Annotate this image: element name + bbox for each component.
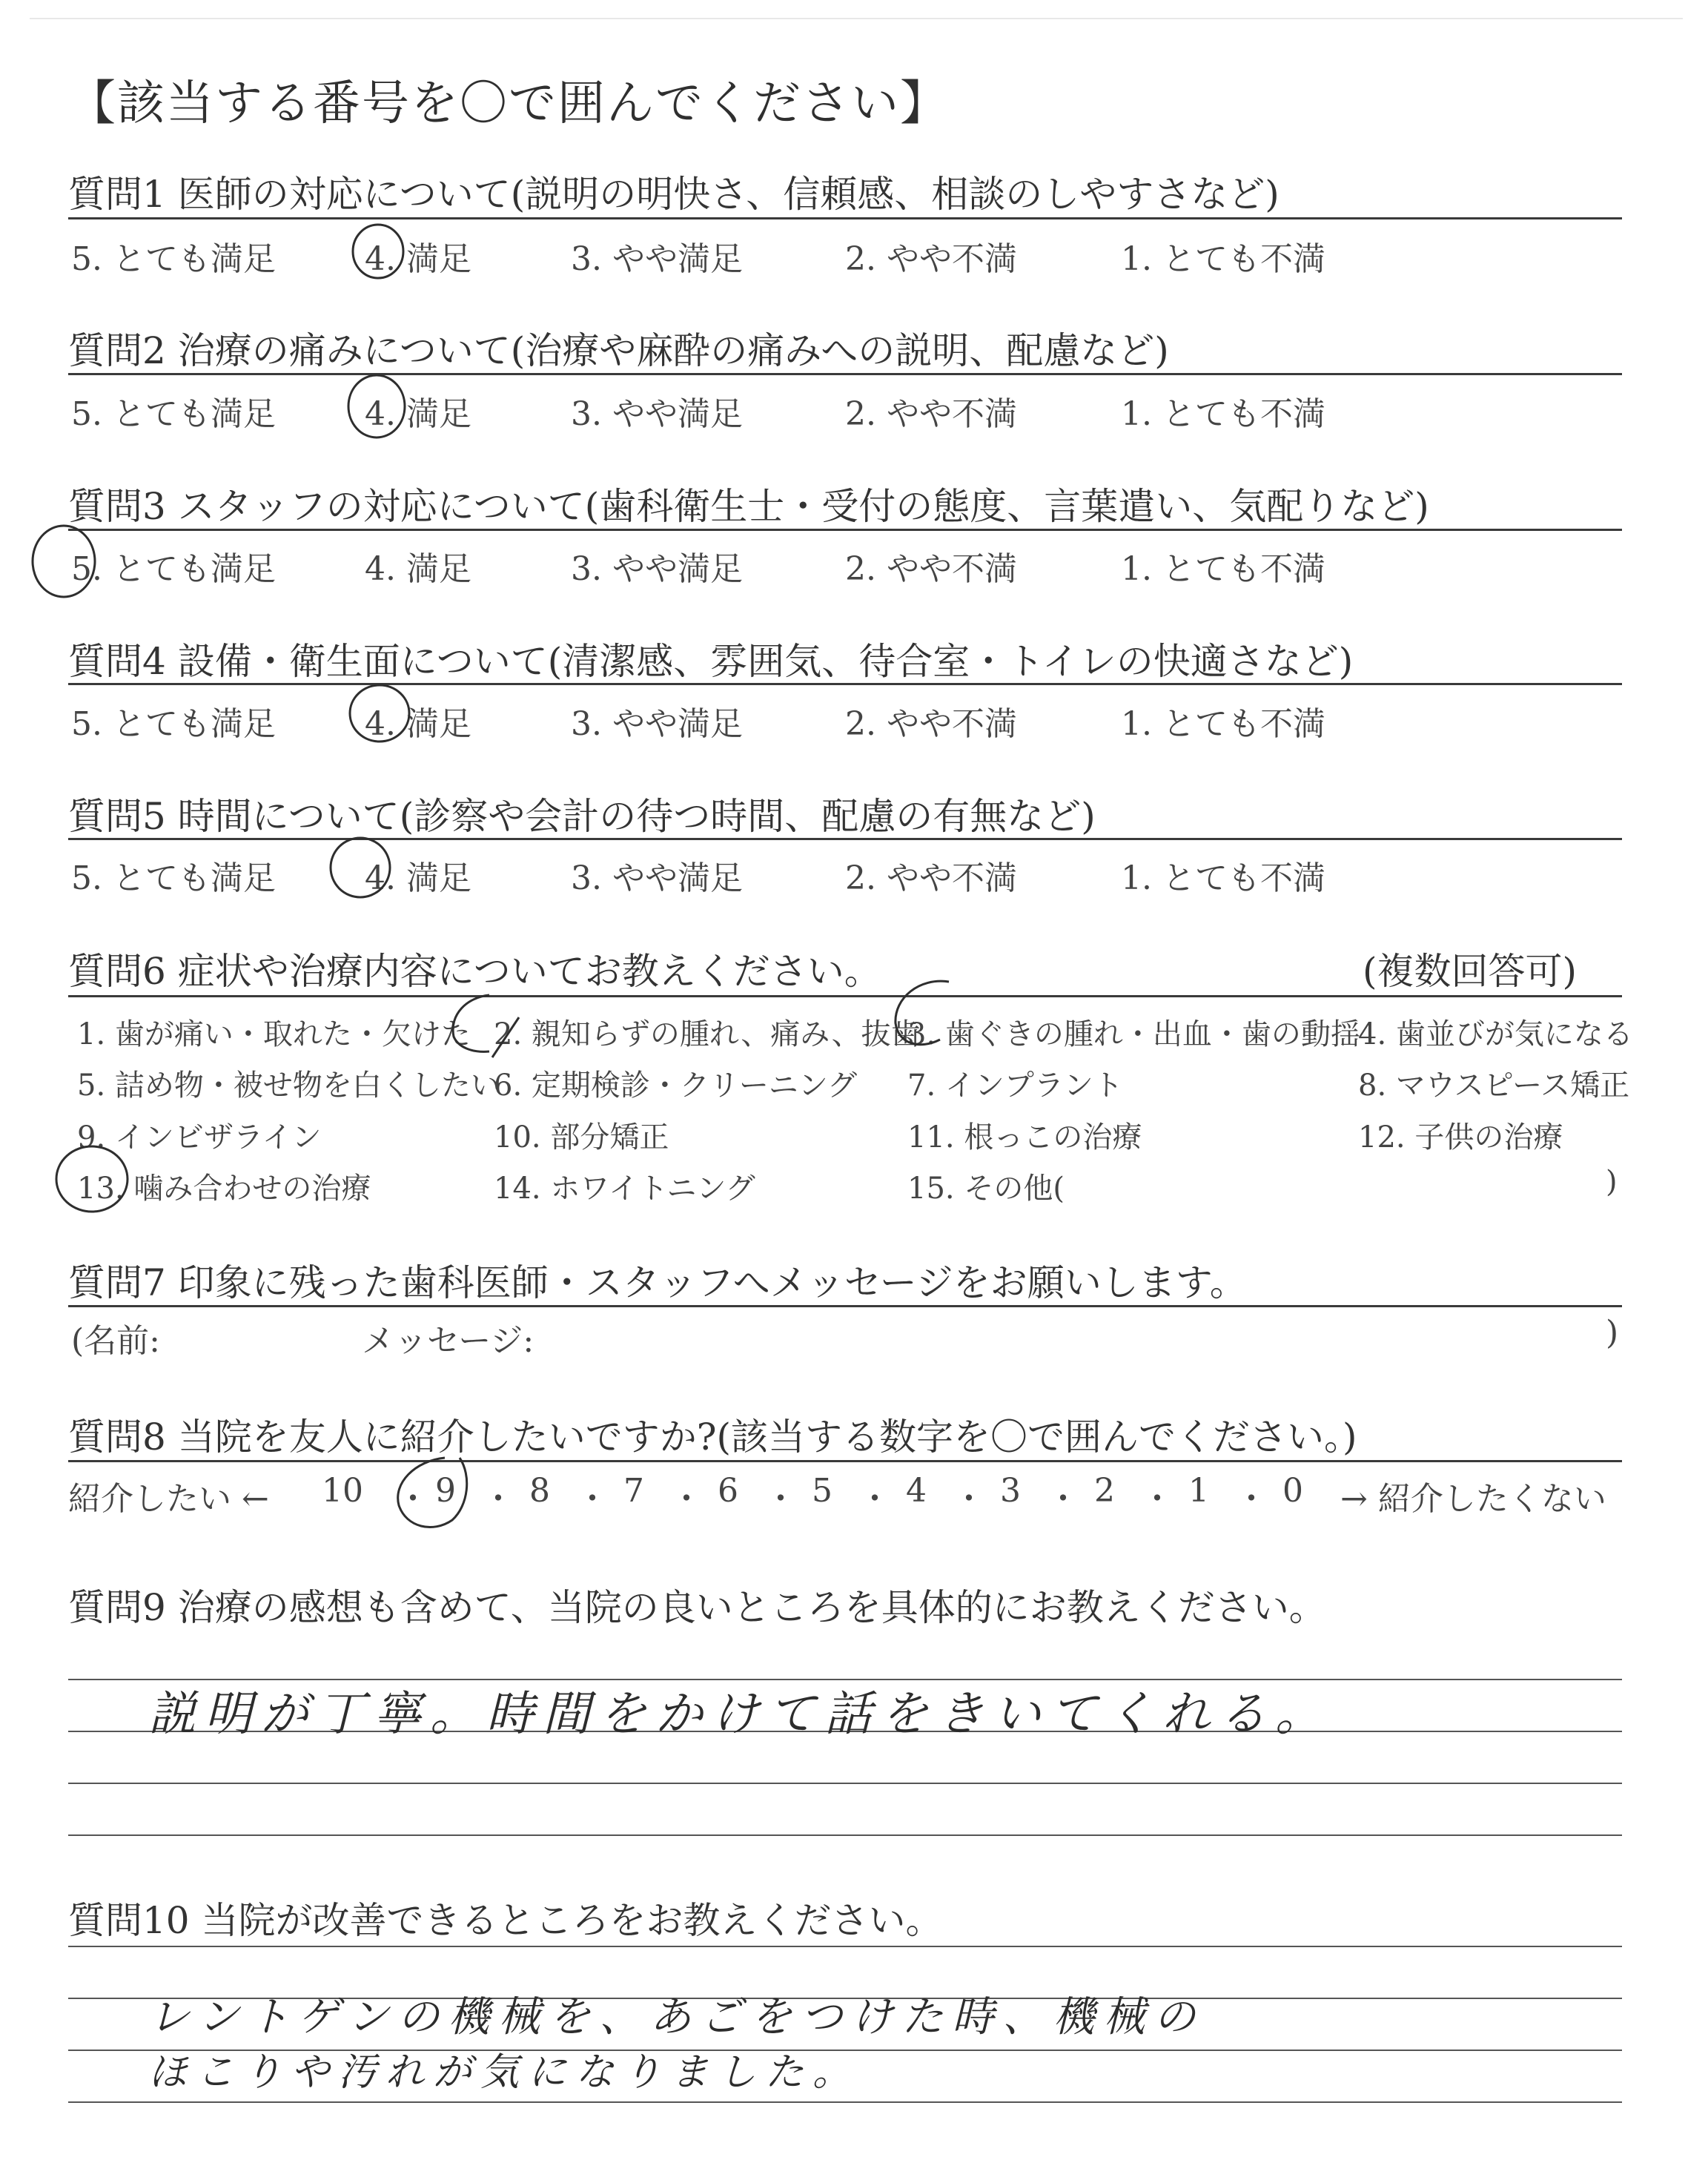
q5-option-5[interactable]: 5. とても満足	[71, 859, 276, 897]
q6-option-5[interactable]: 5. 詰め物・被せ物を白くしたい	[77, 1069, 500, 1103]
q8-left-label: 紹介したい ←	[68, 1480, 269, 1518]
q1-option-5[interactable]: 5. とても満足	[71, 240, 276, 278]
q8-scale-10[interactable]: 10	[322, 1472, 363, 1510]
q3-circle-mark	[33, 526, 95, 597]
q3-label: 質問3 スタッフの対応について(歯科衛生士・受付の態度、言葉遣い、気配りなど)	[68, 485, 1429, 528]
q6-option-15-close: )	[1606, 1165, 1618, 1199]
q3-option-1[interactable]: 1. とても不満	[1121, 550, 1325, 588]
q6-option-13-circle-mark	[56, 1146, 128, 1212]
q5-option-2[interactable]: 2. やや不満	[845, 859, 1017, 897]
q2-label: 質問2 治療の痛みについて(治療や麻酔の痛みへの説明、配慮など)	[68, 329, 1169, 372]
q4-option-3[interactable]: 3. やや満足	[571, 705, 743, 743]
q6-option-11[interactable]: 11. 根っこの治療	[907, 1120, 1142, 1155]
q8-right-label: → 紹介したくない	[1340, 1480, 1606, 1518]
q6-option-14[interactable]: 14. ホワイトニング	[494, 1172, 755, 1206]
q7-message-label: メッセージ:	[362, 1322, 534, 1360]
q3-option-5[interactable]: 5. とても満足	[71, 550, 276, 588]
q4-circle-mark	[350, 685, 409, 742]
q2-option-1[interactable]: 1. とても不満	[1121, 395, 1325, 433]
q9-label: 質問9 治療の感想も含めて、当院の良いところを具体的にお教えください。	[68, 1586, 1326, 1629]
q2-option-5[interactable]: 5. とても満足	[71, 395, 276, 433]
q6-option-13[interactable]: 13. 噛み合わせの治療	[77, 1172, 371, 1206]
q8-scale-6[interactable]: 6	[718, 1472, 738, 1510]
q8-scale-2[interactable]: 2	[1094, 1472, 1115, 1510]
page-title: 【該当する番号を〇で囲んでください】	[68, 76, 949, 131]
q4-label: 質問4 設備・衛生面について(清潔感、雰囲気、待合室・トイレの快適さなど)	[68, 640, 1354, 683]
q7-name-label: (名前:	[71, 1322, 160, 1360]
q1-circle-mark	[353, 225, 403, 278]
q7-label: 質問7 印象に残った歯科医師・スタッフへメッセージをお願いします。	[68, 1261, 1247, 1304]
q10-handwritten-answer-line-1[interactable]: レントゲンの機械を、あごをつけた時、機械の	[148, 1993, 1205, 2041]
q2-option-3[interactable]: 3. やや満足	[571, 395, 743, 433]
q6-option-3-circle-mark	[896, 981, 949, 1045]
q6-option-7[interactable]: 7. インプラント	[907, 1069, 1123, 1103]
q8-label: 質問8 当院を友人に紹介したいですか?(該当する数字を〇で囲んでください。)	[68, 1416, 1357, 1459]
q6-option-1[interactable]: 1. 歯が痛い・取れた・欠けた	[77, 1017, 471, 1051]
q3-option-3[interactable]: 3. やや満足	[571, 550, 743, 588]
q8-scale-0[interactable]: 0	[1282, 1472, 1303, 1510]
q7-close-paren: )	[1606, 1314, 1619, 1352]
q6-option-2[interactable]: 2. 親知らずの腫れ、痛み、抜歯	[494, 1017, 921, 1051]
q8-scale-1[interactable]: 1	[1188, 1472, 1209, 1510]
q8-scale-4[interactable]: 4	[906, 1472, 927, 1510]
q1-option-3[interactable]: 3. やや満足	[571, 240, 743, 278]
q5-option-1[interactable]: 1. とても不満	[1121, 859, 1325, 897]
q10-handwritten-answer-line-2[interactable]: ほこりや汚れが気になりました。	[148, 2050, 861, 2095]
q3-option-2[interactable]: 2. やや不満	[845, 550, 1017, 588]
q6-option-9[interactable]: 9. インビザライン	[77, 1120, 322, 1155]
q5-option-3[interactable]: 3. やや満足	[571, 859, 743, 897]
q6-option-10[interactable]: 10. 部分矯正	[494, 1120, 669, 1155]
q3-option-4[interactable]: 4. 満足	[365, 550, 471, 588]
q1-option-4[interactable]: 4. 満足	[365, 240, 471, 278]
q2-option-2[interactable]: 2. やや不満	[845, 395, 1017, 433]
q4-option-4[interactable]: 4. 満足	[365, 705, 471, 743]
q4-option-2[interactable]: 2. やや不満	[845, 705, 1017, 743]
q6-option-2-circle-mark	[453, 995, 519, 1057]
q6-option-8[interactable]: 8. マウスピース矯正	[1358, 1069, 1630, 1103]
q5-label: 質問5 時間について(診察や会計の待つ時間、配慮の有無など)	[68, 795, 1096, 838]
q6-option-3[interactable]: 3. 歯ぐきの腫れ・出血・歯の動揺	[907, 1017, 1360, 1051]
q1-option-1[interactable]: 1. とても不満	[1121, 240, 1325, 278]
q8-scale-8[interactable]: 8	[529, 1472, 550, 1510]
q6-option-12[interactable]: 12. 子供の治療	[1358, 1120, 1563, 1155]
q9-handwritten-answer[interactable]: 説明が丁寧。時間をかけて話をきいてくれる。	[148, 1687, 1331, 1742]
q2-option-4[interactable]: 4. 満足	[365, 395, 471, 433]
q8-scale-9[interactable]: 9	[435, 1472, 456, 1510]
q5-option-4[interactable]: 4. 満足	[365, 859, 471, 897]
q6-label: 質問6 症状や治療内容についてお教えください。	[68, 950, 881, 993]
q1-label: 質問1 医師の対応について(説明の明快さ、信頼感、相談のしやすさなど)	[68, 173, 1280, 216]
q6-option-15[interactable]: 15. その他(	[907, 1172, 1065, 1206]
q4-option-1[interactable]: 1. とても不満	[1121, 705, 1325, 743]
q6-option-4[interactable]: 4. 歯並びが気になる	[1358, 1017, 1633, 1051]
q8-scale-7[interactable]: 7	[623, 1472, 644, 1510]
q10-label: 質問10 当院が改善できるところをお教えください。	[68, 1899, 943, 1942]
q8-scale-5[interactable]: 5	[812, 1472, 833, 1510]
q4-option-5[interactable]: 5. とても満足	[71, 705, 276, 743]
q5-circle-mark	[331, 838, 390, 897]
q2-circle-mark	[348, 375, 405, 437]
q1-option-2[interactable]: 2. やや不満	[845, 240, 1017, 278]
q8-circle-mark	[398, 1458, 467, 1527]
q6-option-6[interactable]: 6. 定期検診・クリーニング	[494, 1069, 858, 1103]
q8-scale-3[interactable]: 3	[1000, 1472, 1021, 1510]
q6-multiple-note: (複数回答可)	[1363, 950, 1578, 993]
